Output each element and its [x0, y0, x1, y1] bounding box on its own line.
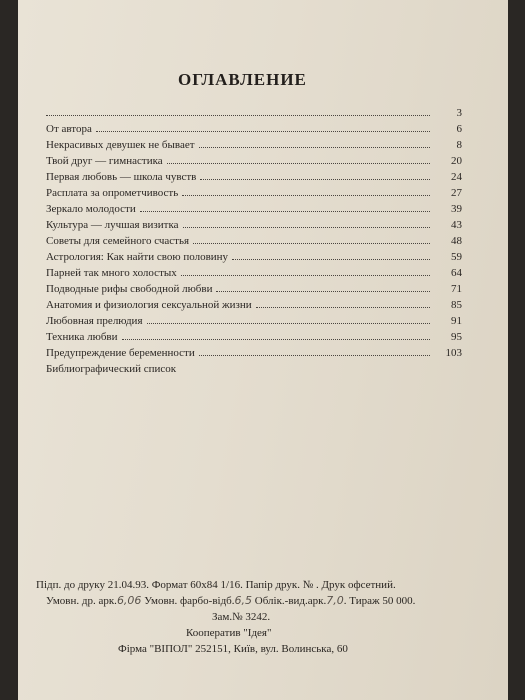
imprint-line-2 [36, 593, 506, 609]
toc-entry [46, 216, 462, 232]
book-page [18, 0, 508, 700]
toc-leader-dots [216, 280, 430, 292]
toc-entry-title: Библиографический список [46, 363, 177, 375]
toc-entry [46, 104, 462, 120]
toc-entry [46, 360, 462, 376]
toc-entry-title: Твой друг — гимнастика [46, 155, 163, 167]
imprint-line-4: Кооператив "Ідея" [186, 627, 272, 639]
toc-leader-dots [96, 120, 430, 132]
toc-leader-dots [193, 232, 430, 244]
imprint-print-sheets-value: 6,06 [116, 594, 142, 607]
toc-entry-page: 39 [451, 203, 462, 215]
toc-entry-page: 59 [451, 251, 462, 263]
imprint-print-sheets-label: Умовн. др. арк. [46, 595, 117, 607]
toc-entry-title: Культура — лучшая визитка [46, 219, 179, 231]
toc-entry-title: Подводные рифы свободной любви [46, 283, 213, 295]
imprint-color-value: 6,5 [234, 594, 253, 607]
toc-entry-page: 95 [451, 331, 462, 343]
toc-leader-dots [199, 136, 430, 148]
toc-entry-page: 85 [451, 299, 462, 311]
toc-leader-dots [181, 264, 430, 276]
toc-leader-dots [167, 152, 430, 164]
toc-entry-title: Расплата за опрометчивость [46, 187, 179, 199]
toc-entry [46, 200, 462, 216]
toc-entry-title: Предупреждение беременности [46, 347, 195, 359]
imprint-publish-value: 7,0 [326, 594, 344, 607]
toc-entry-title: Анатомия и физиология сексуальной жизни [46, 299, 252, 311]
toc-entry-page: 27 [451, 187, 462, 199]
toc-leader-dots [122, 328, 430, 340]
toc-entry [46, 344, 462, 360]
toc-leader-dots [182, 184, 430, 196]
imprint-line-1: Підп. до друку 21.04.93. Формат 60x84 1/16. Папір друк. № . Друк офсетний. [36, 579, 396, 591]
table-of-contents [46, 104, 462, 376]
toc-entry-page: 3 [456, 107, 462, 119]
imprint-run: . Тираж 50 000. [343, 595, 416, 607]
toc-leader-dots [199, 344, 430, 356]
toc-leader-dots [147, 312, 430, 324]
toc-entry [46, 312, 462, 328]
toc-entry [46, 184, 462, 200]
toc-entry-page: 91 [451, 315, 462, 327]
toc-entry-title: Некрасивых девушек не бывает [46, 139, 195, 151]
page-title: ОГЛАВЛЕНИЕ [178, 70, 307, 89]
toc-entry [46, 120, 462, 136]
imprint-block [36, 577, 506, 657]
toc-entry-page: 64 [451, 267, 462, 279]
toc-entry-title: Первая любовь — школа чувств [46, 171, 197, 183]
toc-entry [46, 280, 462, 296]
toc-entry-title: Советы для семейного счастья [46, 235, 190, 247]
toc-entry [46, 136, 462, 152]
toc-entry-title: Астрология: Как найти свою половину [46, 251, 229, 263]
toc-entry-title: От автора [46, 123, 92, 135]
toc-entry-title: Техника любви [46, 331, 118, 343]
toc-entry-page: 48 [451, 235, 462, 247]
toc-entry [46, 296, 462, 312]
imprint-line-3: Зам.№ 3242. [212, 611, 271, 623]
toc-entry [46, 264, 462, 280]
toc-entry-page: 103 [445, 347, 462, 359]
toc-leader-dots [200, 168, 430, 180]
toc-leader-dots [232, 248, 430, 260]
toc-entry [46, 232, 462, 248]
toc-entry-page: 20 [451, 155, 462, 167]
toc-entry-page: 24 [451, 171, 462, 183]
toc-entry-page: 6 [456, 123, 462, 135]
toc-entry-page: 8 [456, 139, 462, 151]
toc-entry-title: Зеркало молодости [46, 203, 136, 215]
toc-entry-page: 43 [451, 219, 462, 231]
toc-entry [46, 328, 462, 344]
imprint-line-5: Фірма "ВІПОЛ" 252151, Київ, вул. Волинська, 60 [118, 643, 348, 655]
toc-leader-dots [46, 104, 430, 116]
toc-leader-dots [140, 200, 430, 212]
toc-entry-page: 71 [451, 283, 462, 295]
toc-entry-title: Парней так много холостых [46, 267, 177, 279]
toc-leader-dots [256, 296, 430, 308]
toc-entry [46, 152, 462, 168]
imprint-color-label: Умовн. фарбо-відб. [141, 595, 235, 607]
imprint-publish-label: Облік.-вид.арк. [252, 595, 327, 607]
toc-entry-title: Любовная прелюдия [46, 315, 143, 327]
toc-entry [46, 168, 462, 184]
toc-leader-dots [183, 216, 430, 228]
toc-entry [46, 248, 462, 264]
